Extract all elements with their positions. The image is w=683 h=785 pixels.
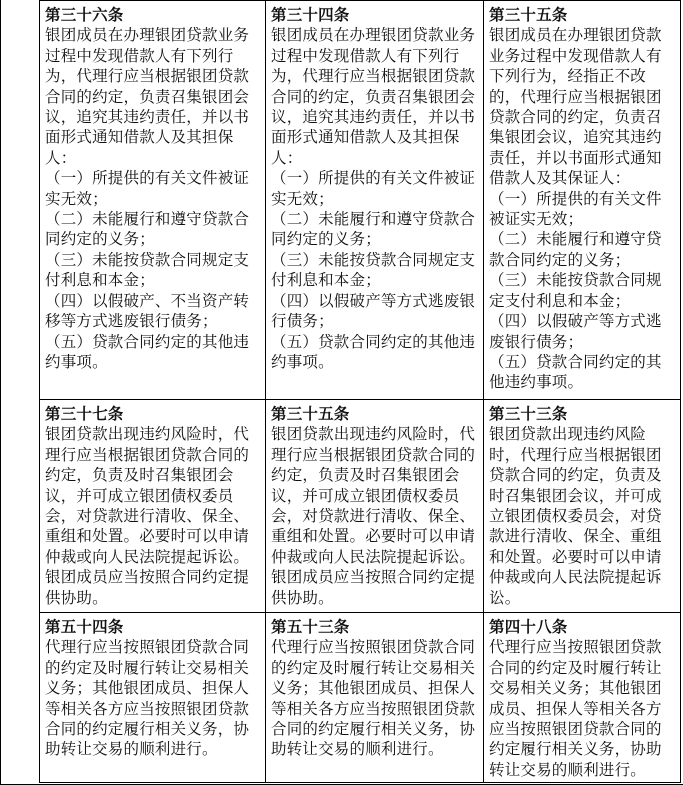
clause-item: （五）贷款合同约定的其他违约事项。: [489, 352, 662, 392]
table-cell: [40, 613, 266, 783]
clause-item: （一）所提供的有关文件被证实无效；: [45, 169, 250, 208]
article-heading: 第三十三条: [489, 405, 568, 423]
clause-item: （三）未能按贷款合同规定支付利息和本金；: [489, 271, 662, 310]
clause-item: （二）未能履行和遵守贷款合同约定的义务；: [489, 230, 662, 269]
clause-item: （四）以假破产等方式逃废银行债务；: [271, 291, 476, 331]
left-border-rule: [0, 0, 1, 785]
clause-item: （三）未能按贷款合同规定支付利息和本金；: [45, 250, 250, 290]
clause-text: 银团贷款出现违约风险时，代理行应当根据银团贷款合同的约定，负责及时召集银团会议，并可成立银团债权委员会，对贷款进行清收、保全、重组和处置。必要时可以申请仲裁或向人民法院提起诉讼。银团成员应当按照合同约定提供协助。: [271, 425, 476, 607]
table-cell: [266, 400, 484, 613]
regulation-comparison-table: [39, 0, 681, 783]
clause-item: （二）未能履行和遵守贷款合同约定的义务；: [271, 210, 476, 249]
table-row: [40, 1, 681, 400]
clause-item: （五）贷款合同约定的其他违约事项。: [45, 332, 250, 371]
clause-item: （四）以假破产、不当资产转移等方式逃废银行债务；: [45, 291, 250, 331]
table-cell: [484, 1, 681, 400]
table-cell: [266, 1, 484, 400]
table-cell: [484, 613, 681, 783]
article-heading: 第三十七条: [45, 405, 124, 423]
clause-text: 代理行应当按照银团贷款合同的约定及时履行转让交易相关义务；其他银团成员、担保人等相关各方应当按照银团贷款合同的约定履行相关义务，协助转让交易的顺利进行。: [271, 638, 476, 759]
clause-item: （一）所提供的有关文件被证实无效；: [489, 189, 662, 229]
table-row: [40, 613, 681, 783]
article-heading: 第三十四条: [271, 6, 350, 24]
clause-text: 银团成员在办理银团贷款业务过程中发现借款人有下列行为，代理行应当根据银团贷款合同的约定，负责召集银团会议，追究其违约责任，并以书面形式通知借款人及其担保人：: [271, 26, 476, 167]
clause-item: （一）所提供的有关文件被证实无效；: [271, 169, 476, 208]
table-cell: [266, 613, 484, 783]
table-cell: [40, 1, 266, 400]
article-heading: 第四十八条: [489, 618, 568, 636]
article-heading: 第三十五条: [271, 405, 350, 423]
clause-text: 银团贷款出现违约风险时，代理行应当根据银团贷款合同的约定，负责及时召集银团会议，并可成立银团债权委员会，对贷款进行清收、保全、重组和处置。必要时可以申请仲裁或向人民法院提起诉讼。银团成员应当按照合同约定提供协助。: [45, 425, 250, 607]
clause-text: 代理行应当按照银团贷款合同的约定及时履行转让交易相关义务；其他银团成员、担保人等相关各方应当按照银团贷款合同的约定履行相关义务，协助转让交易的顺利进行。: [45, 638, 250, 759]
article-heading: 第三十六条: [45, 6, 124, 24]
table-cell: [40, 400, 266, 613]
clause-text: 银团成员在办理银团贷款业务过程中发现借款人有下列行为，代理行应当根据银团贷款合同的约定，负责召集银团会议，追究其违约责任，并以书面形式通知借款人及其担保人：: [45, 26, 250, 167]
table-cell: [484, 400, 681, 613]
clause-item: （四）以假破产等方式逃废银行债务；: [489, 312, 662, 351]
table-row: [40, 400, 681, 613]
clause-text: 代理行应当按照银团贷款合同的约定及时履行转让交易相关义务；其他银团成员、担保人等相关各方应当按照银团贷款合同的约定履行相关义务，协助转让交易的顺利进行。: [489, 638, 662, 779]
clause-item: （三）未能按贷款合同规定支付利息和本金；: [271, 250, 476, 290]
clause-text: 银团成员在办理银团贷款业务过程中发现借款人有下列行为，经指正不改的，代理行应当根据银团贷款合同的约定，负责召集银团会议，追究其违约责任，并以书面形式通知借款人及其保证人：: [489, 26, 662, 188]
article-heading: 第五十三条: [271, 618, 350, 636]
article-heading: 第五十四条: [45, 618, 124, 636]
clause-text: 银团贷款出现违约风险时，代理行应当根据银团贷款合同的约定，负责及时召集银团会议，并可成立银团债权委员会，对贷款进行清收、保全、重组和处置。必要时可以申请仲裁或向人民法院提起诉讼。: [489, 425, 662, 607]
article-heading: 第三十五条: [489, 6, 568, 24]
clause-item: （二）未能履行和遵守贷款合同约定的义务；: [45, 210, 250, 249]
clause-item: （五）贷款合同约定的其他违约事项。: [271, 332, 476, 371]
